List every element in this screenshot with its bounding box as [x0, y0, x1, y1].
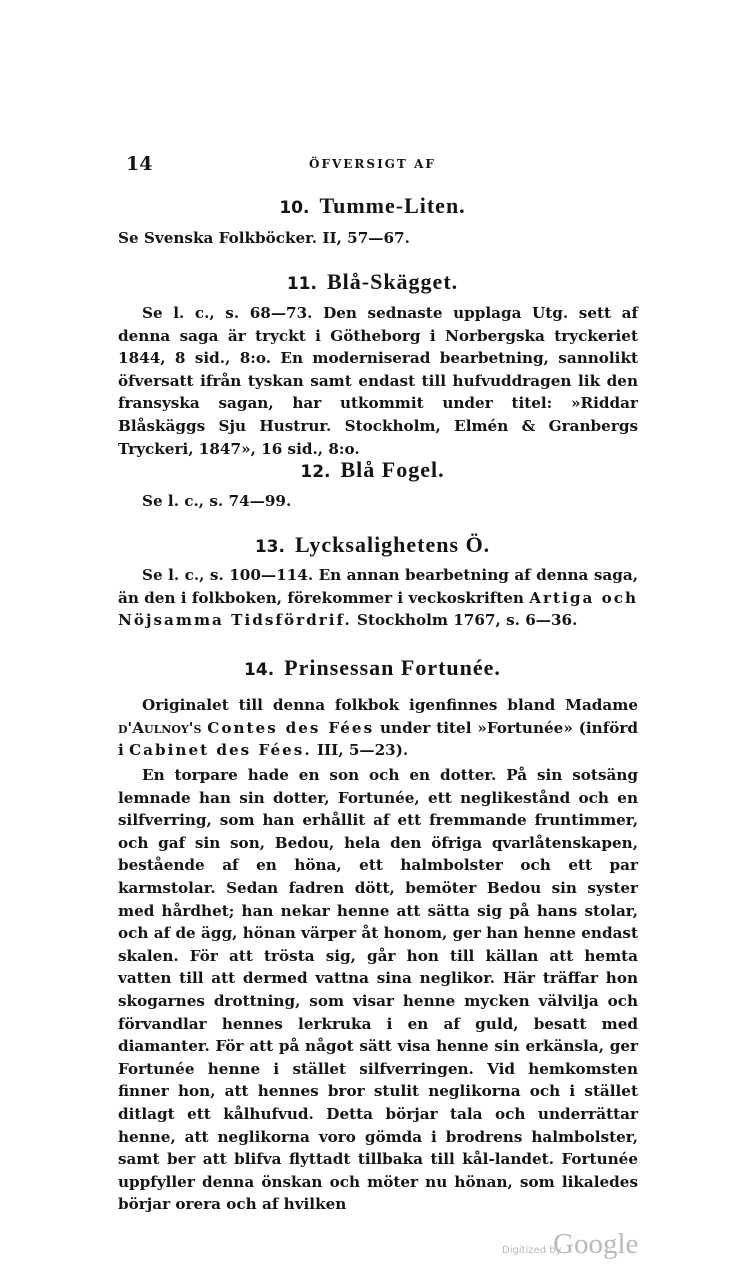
- intro-text: Originalet till denna folkbok igenfinnes bland Madame: [142, 696, 638, 714]
- section-number: 13.: [254, 537, 285, 557]
- periodical-title: Artiga och Nöjsamma Tidsfördrif.: [118, 588, 639, 630]
- section-reference: Se Svenska Folkböcker. II, 57—67.: [118, 229, 410, 247]
- section-heading-12: [110, 457, 635, 483]
- section-heading-11: [110, 269, 635, 295]
- reference-text: Stockholm 1767, s. 6—36.: [357, 611, 578, 630]
- intro-text: III, 5—23).: [316, 741, 409, 760]
- section-heading-10: [110, 193, 635, 219]
- digitization-watermark: [502, 1228, 647, 1264]
- section-reference: Se l. c., s. 74—99.: [142, 492, 292, 510]
- intro-paragraph: [118, 694, 638, 762]
- section-title: Blå Fogel.: [340, 457, 445, 482]
- section-title: Prinsessan Fortunée.: [284, 655, 501, 680]
- section-number: 12.: [300, 462, 331, 482]
- section-title: Lycksalighetens Ö.: [294, 532, 491, 557]
- section-heading-13: [110, 532, 635, 558]
- page-number: 14: [126, 153, 153, 175]
- intro-text: under titel »Fortunée» (införd i: [118, 718, 638, 760]
- body-paragraph: En torpare hade en son och en dotter. På sin sotsäng lemnade han sin dotter, Fortunée, ett neglikestånd och en silfverring, som han erhållit af ett fremmande fruntimmer, och gaf sin son, Bedou, hela den öfriga qvarlåtenskapen, bestående af en höna, ett halmbolster och ett par karmstolar. Sedan fadren dött, bemöter Bedou sin syster med hårdhet; han nekar henne att sätta sig på hans stolar, och af de ägg, hönan värper åt honom, ger han henne endast skalen. För att trösta sig, går hon till källan att hemta vatten till att dermed vattna sina neglikor. Här träffar hon skogarnes drottning, som visar henne mycken välvilja och förvandlar hennes lerkruka i en af guld, besatt med diamanter. För att på något sätt visa henne sin erkänsla, ger Fortunée henne i stället silfverringen. Vid hemkomsten finner hon, att hennes bror stulit neglikorna och i stället ditlagt ett kålhufvud. Detta börjar tala och underrättar henne, att neglikorna voro gömda i brodrens halmbolster, samt ber att blifva flyttadt tillbaka till kål-landet. Fortunée uppfyller denna önskan och möter nu hönan, som likaledes börjar orera och af hvilken: [118, 766, 638, 1214]
- section-title: Tumme-Liten.: [319, 193, 466, 218]
- section-number: 10.: [279, 198, 310, 218]
- author-name: d'Aulnoy's: [118, 718, 202, 737]
- section-number: 11.: [286, 274, 317, 294]
- running-head: ÖFVERSIGT AF: [309, 157, 436, 171]
- source-title: Cabinet des Fées.: [129, 741, 312, 760]
- google-logo: Google: [553, 1228, 639, 1260]
- reference-text: Se l. c., s. 100—114. En annan bearbetning af denna saga, än den i folkboken, förekommer i veckoskriften: [118, 566, 638, 607]
- page-header: [126, 153, 636, 177]
- section-title: Blå-Skägget.: [326, 269, 459, 294]
- section-reference: Se l. c., s. 68—73. Den sednaste upplaga Utg. sett af denna saga är tryckt i Götheborg i Norbergska tryckeriet 1844, 8 sid., 8:o. En moderniserad bearbetning, sannolikt öfversatt ifrån tyskan samt endast till hufvuddragen lik den fransyska sagan, har utkommit under titel: »Riddar Blåskäggs Sju Hustrur. Stockholm, Elmén & Granbergs Tryckeri, 1847», 16 sid., 8:o.: [118, 304, 638, 458]
- watermark-prefix: Digitized by: [502, 1245, 562, 1256]
- section-number: 14.: [244, 660, 275, 680]
- source-title: Contes des Fées: [207, 718, 375, 737]
- section-heading-14: [110, 655, 635, 681]
- section-reference: [118, 564, 638, 632]
